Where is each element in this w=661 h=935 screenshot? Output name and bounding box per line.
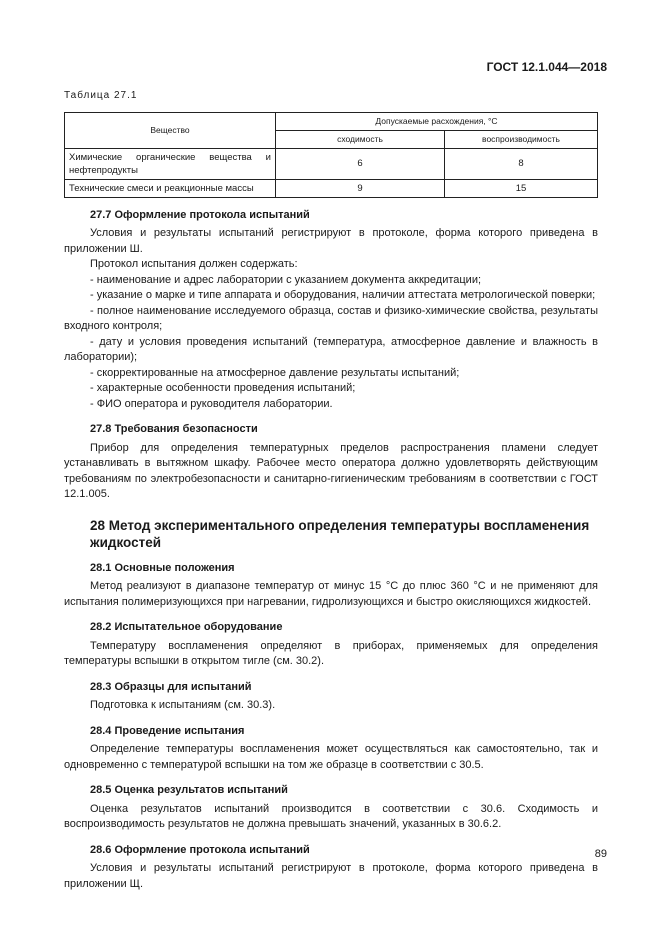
section-heading-28-3: 28.3 Образцы для испытаний <box>90 680 252 693</box>
paragraph: Метод реализуют в диапазоне температур от минус 15 °С до плюс 360 °С и не применяют для испытания полимеризующихся при нагревании, гидролизующихся и быстро окисляющихся жидкостей. <box>64 580 598 608</box>
list-item: - указание о марке и типе аппарата и оборудования, наличии аттестата метрологической поверки; <box>90 289 596 301</box>
list-item: - скорректированные на атмосферное давление результаты испытаний; <box>90 366 460 379</box>
paragraph: Определение температуры воспламенения может осуществляться как самостоятельно, так и одновременно с температурой вспышки на том же образце в соответствии с 30.5. <box>64 743 598 771</box>
paragraph: Температуру воспламенения определяют в приборах, применяемых для определения температуры вспышки в открытом тигле (см. 30.2). <box>64 639 598 667</box>
header-tolerance: Допускаемые расхождения, °С <box>276 112 598 130</box>
section-heading-28-5: 28.5 Оценка результатов испытаний <box>90 784 288 796</box>
section-heading-28: 28 Метод экспериментального определения температуры воспламенения жидкостей <box>90 517 590 550</box>
header-reproducibility: воспроизводимость <box>445 130 598 148</box>
tolerance-table <box>64 112 598 198</box>
cell-substance: Технические смеси и реакционные массы <box>65 179 276 197</box>
header-substance: Вещество <box>65 112 276 148</box>
list-item: - наименование и адрес лаборатории с указанием документа аккредитации; <box>90 273 482 286</box>
section-heading-28-2: 28.2 Испытательное оборудование <box>90 621 283 633</box>
table-row <box>65 179 598 197</box>
paragraph: Протокол испытания должен содержать: <box>90 258 298 270</box>
cell-reproducibility: 15 <box>445 179 598 197</box>
document-id: ГОСТ 12.1.044—2018 <box>486 60 607 74</box>
cell-convergence: 6 <box>276 148 445 179</box>
paragraph: Оценка результатов испытаний производится в соответствии с 30.6. Сходимость и воспроизводимость результатов не должна превышать значений, указанных в 30.6.2. <box>64 802 598 830</box>
paragraph: Условия и результаты испытаний регистрируют в протоколе, форма которого приведена в приложении Щ. <box>64 862 598 890</box>
page-number: 89 <box>594 848 607 860</box>
cell-convergence: 9 <box>276 179 445 197</box>
paragraph: Условия и результаты испытаний регистрируют в протоколе, форма которого приведена в приложении Ш. <box>64 227 598 255</box>
paragraph: Прибор для определения температурных пределов распространения пламени следует устанавливать в вытяжном шкафу. Рабочее место оператора должно удовлетворять действующим требованиям по электробезопасности и санитарно-гигиеническим требованиям в соответствии с ГОСТ 12.1.005. <box>64 441 598 500</box>
table-header-row <box>65 112 598 130</box>
section-heading-27-8: 27.8 Требования безопасности <box>90 423 258 435</box>
section-heading-28-6: 28.6 Оформление протокола испытаний <box>90 843 310 856</box>
table-row <box>65 148 598 179</box>
list-item: - характерные особенности проведения испытаний; <box>90 382 356 394</box>
page-content <box>64 88 598 892</box>
list-item: - полное наименование исследуемого образца, состав и физико-химические свойства, результаты входного контроля; <box>64 304 598 332</box>
section-heading-28-1: 28.1 Основные положения <box>90 561 235 574</box>
paragraph: Подготовка к испытаниям (см. 30.3). <box>90 699 276 711</box>
list-item: - дату и условия проведения испытаний (температура, атмосферное давление и влажность в лаборатории); <box>64 335 598 363</box>
section-heading-27-7: 27.7 Оформление протокола испытаний <box>90 208 310 221</box>
table-caption: Таблица 27.1 <box>64 90 138 101</box>
cell-substance: Химические органические вещества и нефтепродукты <box>65 148 276 179</box>
section-heading-28-4: 28.4 Проведение испытания <box>90 724 245 737</box>
header-convergence: сходимость <box>276 130 445 148</box>
list-item: - ФИО оператора и руководителя лаборатории. <box>90 397 333 410</box>
cell-reproducibility: 8 <box>445 148 598 179</box>
